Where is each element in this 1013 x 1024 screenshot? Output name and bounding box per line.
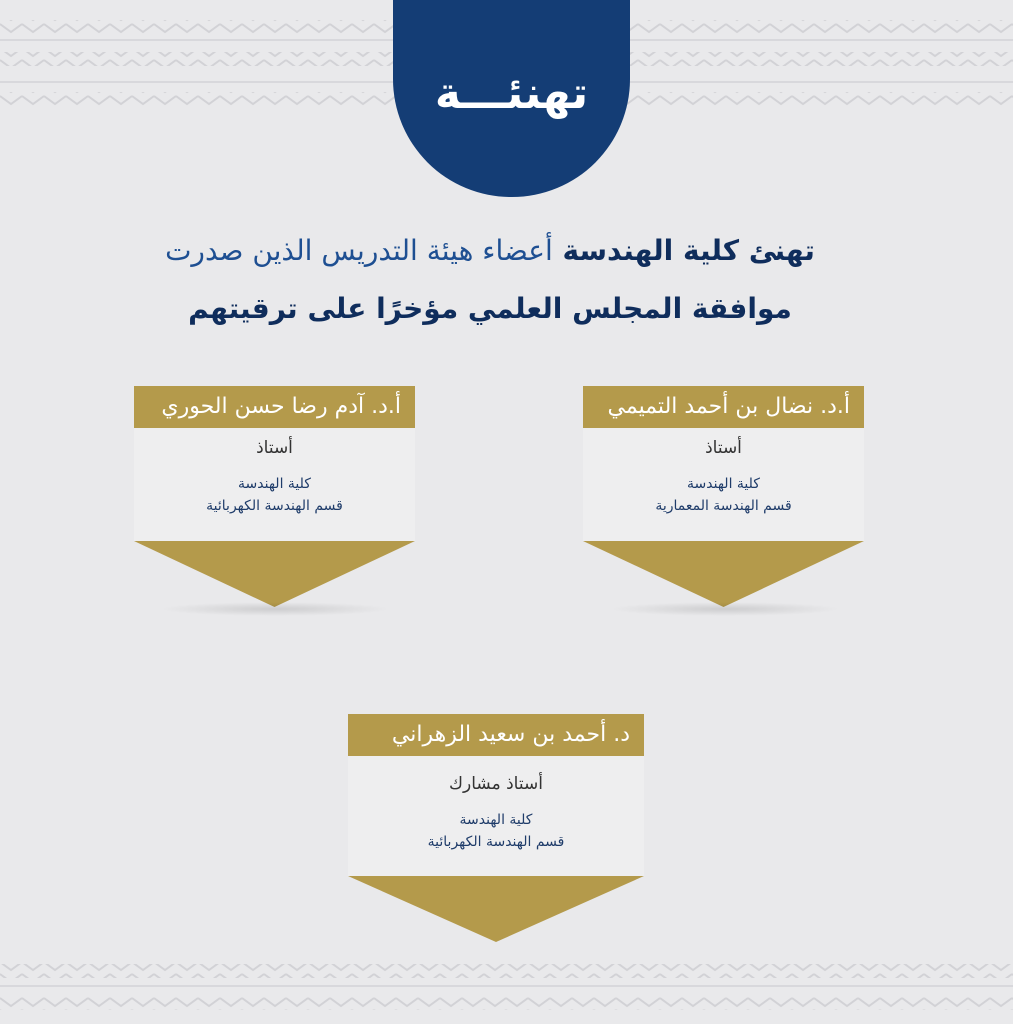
card-college: كلية الهندسة [238, 476, 311, 492]
card-rank: أستاذ [256, 438, 293, 458]
card-shadow [610, 602, 840, 616]
card-shadow [160, 602, 390, 616]
card-rank: أستاذ مشارك [449, 774, 543, 794]
zigzag-pattern [0, 960, 1013, 1024]
card-name: أ.د. آدم رضا حسن الحوري [134, 386, 415, 428]
card-name: أ.د. نضال بن أحمد التميمي [583, 386, 864, 428]
promotion-card [583, 386, 864, 607]
card-rank: أستاذ [705, 438, 742, 458]
promotion-card [134, 386, 415, 607]
bottom-pattern-band [0, 960, 1013, 1024]
card-college: كلية الهندسة [459, 812, 533, 828]
title-badge [393, 0, 630, 197]
intro-line-1-accent: أعضاء هيئة التدريس الذين صدرت [165, 234, 553, 267]
card-department: قسم الهندسة الكهربائية [206, 498, 343, 514]
card-college: كلية الهندسة [687, 476, 760, 492]
page-title: تهنئـــة [434, 68, 589, 119]
card-body [134, 428, 415, 541]
intro-line-2: موافقة المجلس العلمي مؤخرًا على ترقيتهم [188, 292, 792, 325]
intro-text [130, 222, 850, 338]
card-body [348, 756, 644, 876]
card-name: د. أحمد بن سعيد الزهراني [348, 714, 644, 756]
card-department: قسم الهندسة المعمارية [655, 498, 792, 514]
card-arrow [583, 541, 864, 607]
intro-line-1 [130, 222, 850, 280]
promotion-card [348, 714, 644, 942]
card-arrow [134, 541, 415, 607]
card-department: قسم الهندسة الكهربائية [427, 834, 565, 850]
card-body [583, 428, 864, 541]
card-arrow [348, 876, 644, 942]
intro-line-1-start: تهنئ كلية الهندسة [552, 234, 815, 267]
